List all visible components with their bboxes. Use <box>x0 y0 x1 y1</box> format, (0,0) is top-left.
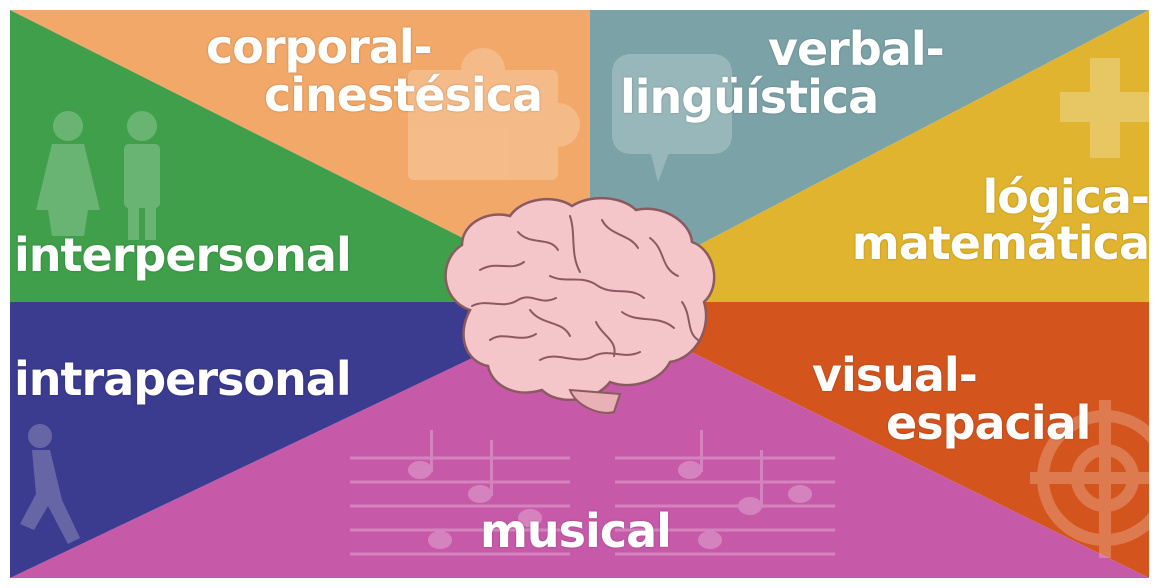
label-visual-espacial <box>812 348 1091 450</box>
label-line: lingüística <box>620 70 879 124</box>
label-musical <box>480 504 671 558</box>
label-intrapersonal <box>14 352 351 406</box>
label-line: espacial <box>886 396 1091 450</box>
label-line: verbal- <box>768 22 944 76</box>
label-line: musical <box>480 504 671 558</box>
label-line: intrapersonal <box>14 352 351 406</box>
diagram-panel <box>10 10 1149 578</box>
label-line: corporal- <box>206 20 432 74</box>
label-line: visual- <box>812 348 977 402</box>
segment-wheel <box>10 10 1149 578</box>
label-line: lógica- <box>982 170 1149 224</box>
label-interpersonal <box>14 228 351 282</box>
label-logica-matematica <box>851 170 1149 270</box>
label-line: interpersonal <box>14 228 351 282</box>
label-line: matemática <box>851 216 1149 270</box>
label-line: cinestésica <box>264 68 543 122</box>
label-corporal-cinestesica <box>206 20 543 122</box>
label-verbal-linguistica <box>620 22 944 124</box>
